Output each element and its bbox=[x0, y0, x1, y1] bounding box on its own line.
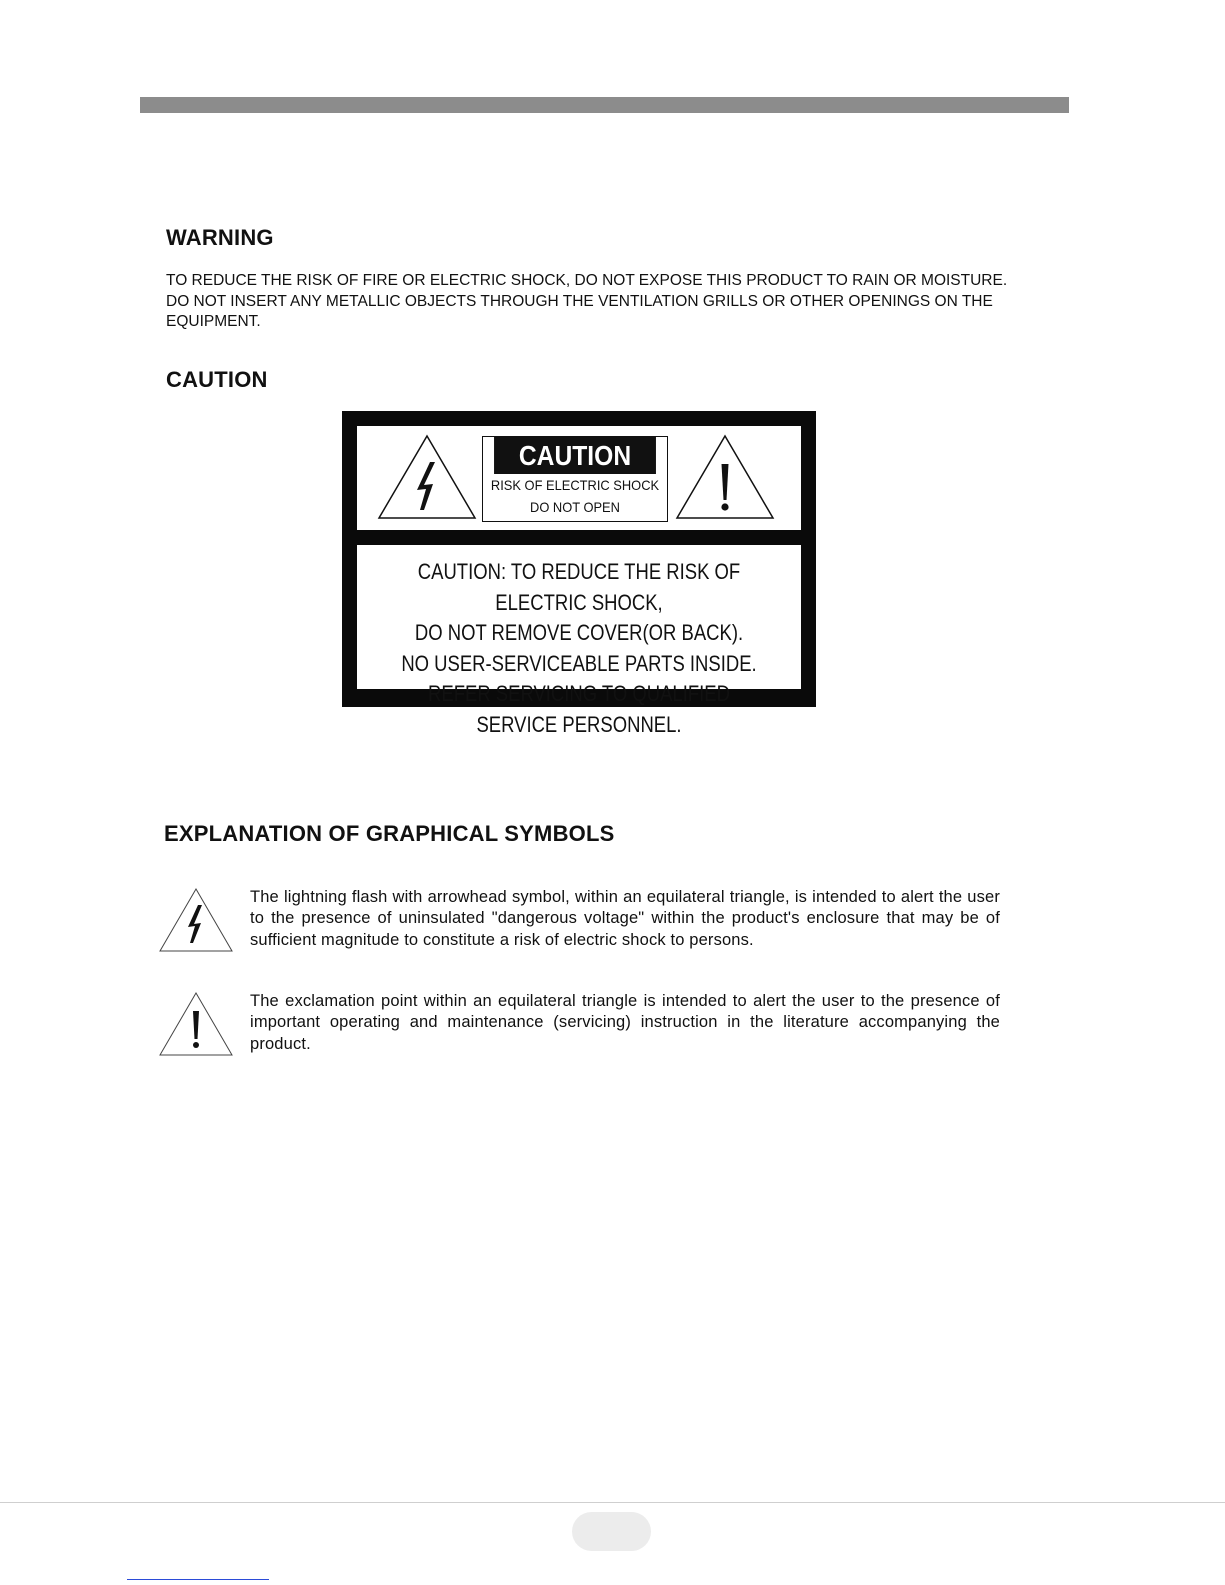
caution-label-line1: RISK OF ELECTRIC SHOCK bbox=[490, 477, 660, 493]
header-bar bbox=[140, 97, 1069, 113]
warning-text: TO REDUCE THE RISK OF FIRE OR ELECTRIC SHOCK, DO NOT EXPOSE THIS PRODUCT TO RAIN OR MOISTURE. DO NOT INSERT ANY METALLIC OBJECTS THROUGH THE VENTILATION GRILLS OR OTHER OPENINGS ON THE EQUIPMENT. bbox=[166, 272, 1008, 330]
caution-heading: CAUTION bbox=[166, 367, 268, 392]
caution-label-top bbox=[357, 426, 801, 530]
exclamation-triangle-icon bbox=[673, 432, 777, 524]
page-number-badge bbox=[572, 1512, 651, 1551]
symbols-heading: EXPLANATION OF GRAPHICAL SYMBOLS bbox=[164, 821, 615, 846]
lightning-triangle-icon bbox=[158, 887, 234, 953]
caution-label-center bbox=[482, 436, 668, 522]
caution-notice-line: NO USER-SERVICEABLE PARTS INSIDE. bbox=[401, 650, 757, 676]
caution-label-notice bbox=[393, 557, 766, 740]
caution-label-line2: DO NOT OPEN bbox=[530, 499, 620, 515]
footer-link-underline bbox=[127, 1579, 269, 1580]
caution-notice-line: DO NOT REMOVE COVER(OR BACK). bbox=[414, 620, 744, 645]
caution-label-heading: CAUTION bbox=[494, 437, 656, 474]
caution-notice-line: REFER SERVICING TO QUALIFIED SERVICE PERSONNEL. bbox=[428, 681, 730, 737]
symbol-description: The exclamation point within an equilateral triangle is intended to alert the user to the presence of important operating and maintenance (servicing) instruction in the literature accompanying the product. bbox=[250, 992, 1000, 1053]
footer-divider bbox=[0, 1502, 1225, 1503]
caution-label bbox=[342, 411, 816, 737]
caution-label-notice-panel bbox=[357, 545, 801, 737]
lightning-triangle-icon bbox=[375, 432, 479, 524]
exclamation-triangle-icon bbox=[158, 991, 234, 1057]
caution-notice-line: CAUTION: TO REDUCE THE RISK OF ELECTRIC SHOCK, bbox=[417, 559, 741, 615]
warning-heading: WARNING bbox=[166, 225, 274, 250]
symbol-description: The lightning flash with arrowhead symbol, within an equilateral triangle, is intended to alert the user to the presence of uninsulated "dangerous voltage" within the product's enclosure that may be of sufficient magnitude to constitute a risk of electric shock to persons. bbox=[250, 888, 1000, 949]
